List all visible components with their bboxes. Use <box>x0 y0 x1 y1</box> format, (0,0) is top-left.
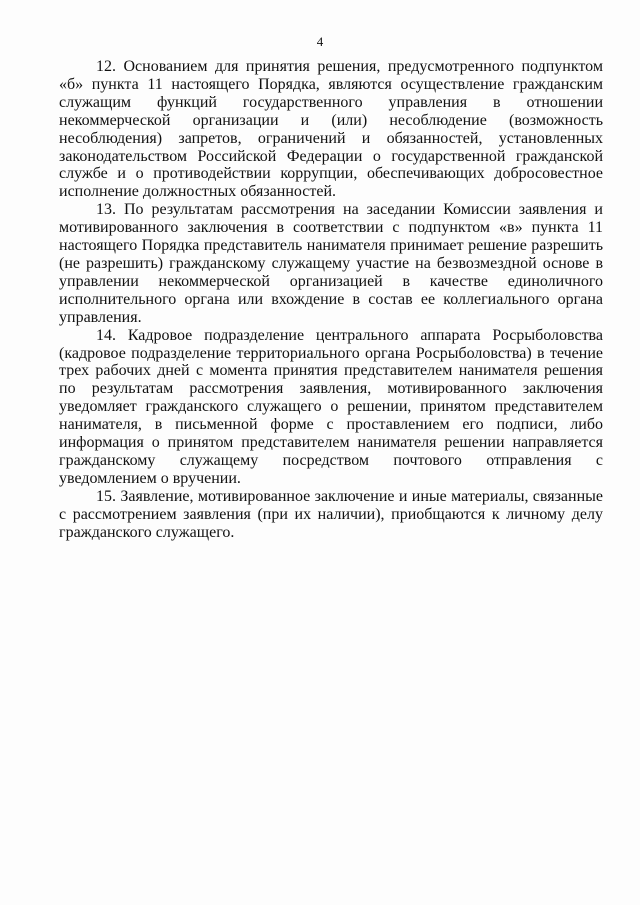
document-body <box>59 58 603 541</box>
paragraph-12: 12. Основанием для принятия решения, предусмотренного подпунктом «б» пункта 11 настоящего Порядка, являются осуществление гражданским служащим функций государственного управления в отношении некоммерческой организации и (или) несоблюдение (возможность несоблюдения) запретов, ограничений и обязанностей, установленных законодательством Российской Федерации о государственной гражданской службе и о противодействии коррупции, обеспечивающих добросовестное исполнение должностных обязанностей. <box>59 58 603 201</box>
page-number: 4 <box>316 34 324 49</box>
paragraph-14: 14. Кадровое подразделение центрального аппарата Росрыболовства (кадровое подразделение территориального органа Росрыболовства) в течение трех рабочих дней с момента принятия представителем нанимателя решения по результатам рассмотрения заявления, мотивированного заключения уведомляет гражданского служащего о решении, принятом представителем нанимателя, в письменной форме с проставлением его подписи, либо информация о принятом представителем нанимателя решении направляется гражданскому служащему посредством почтового отправления с уведомлением о вручении. <box>59 326 603 487</box>
paragraph-13: 13. По результатам рассмотрения на заседании Комиссии заявления и мотивированного заключения в соответствии с подпунктом «в» пункта 11 настоящего Порядка представитель нанимателя принимает решение разрешить (не разрешить) гражданскому служащему участие на безвозмездной основе в управлении некоммерческой организацией в качестве единоличного исполнительного органа или вхождение в состав ее коллегиального органа управления. <box>59 201 603 326</box>
paragraph-15: 15. Заявление, мотивированное заключение и иные материалы, связанные с рассмотрением заявления (при их наличии), приобщаются к личному делу гражданского служащего. <box>59 487 603 541</box>
